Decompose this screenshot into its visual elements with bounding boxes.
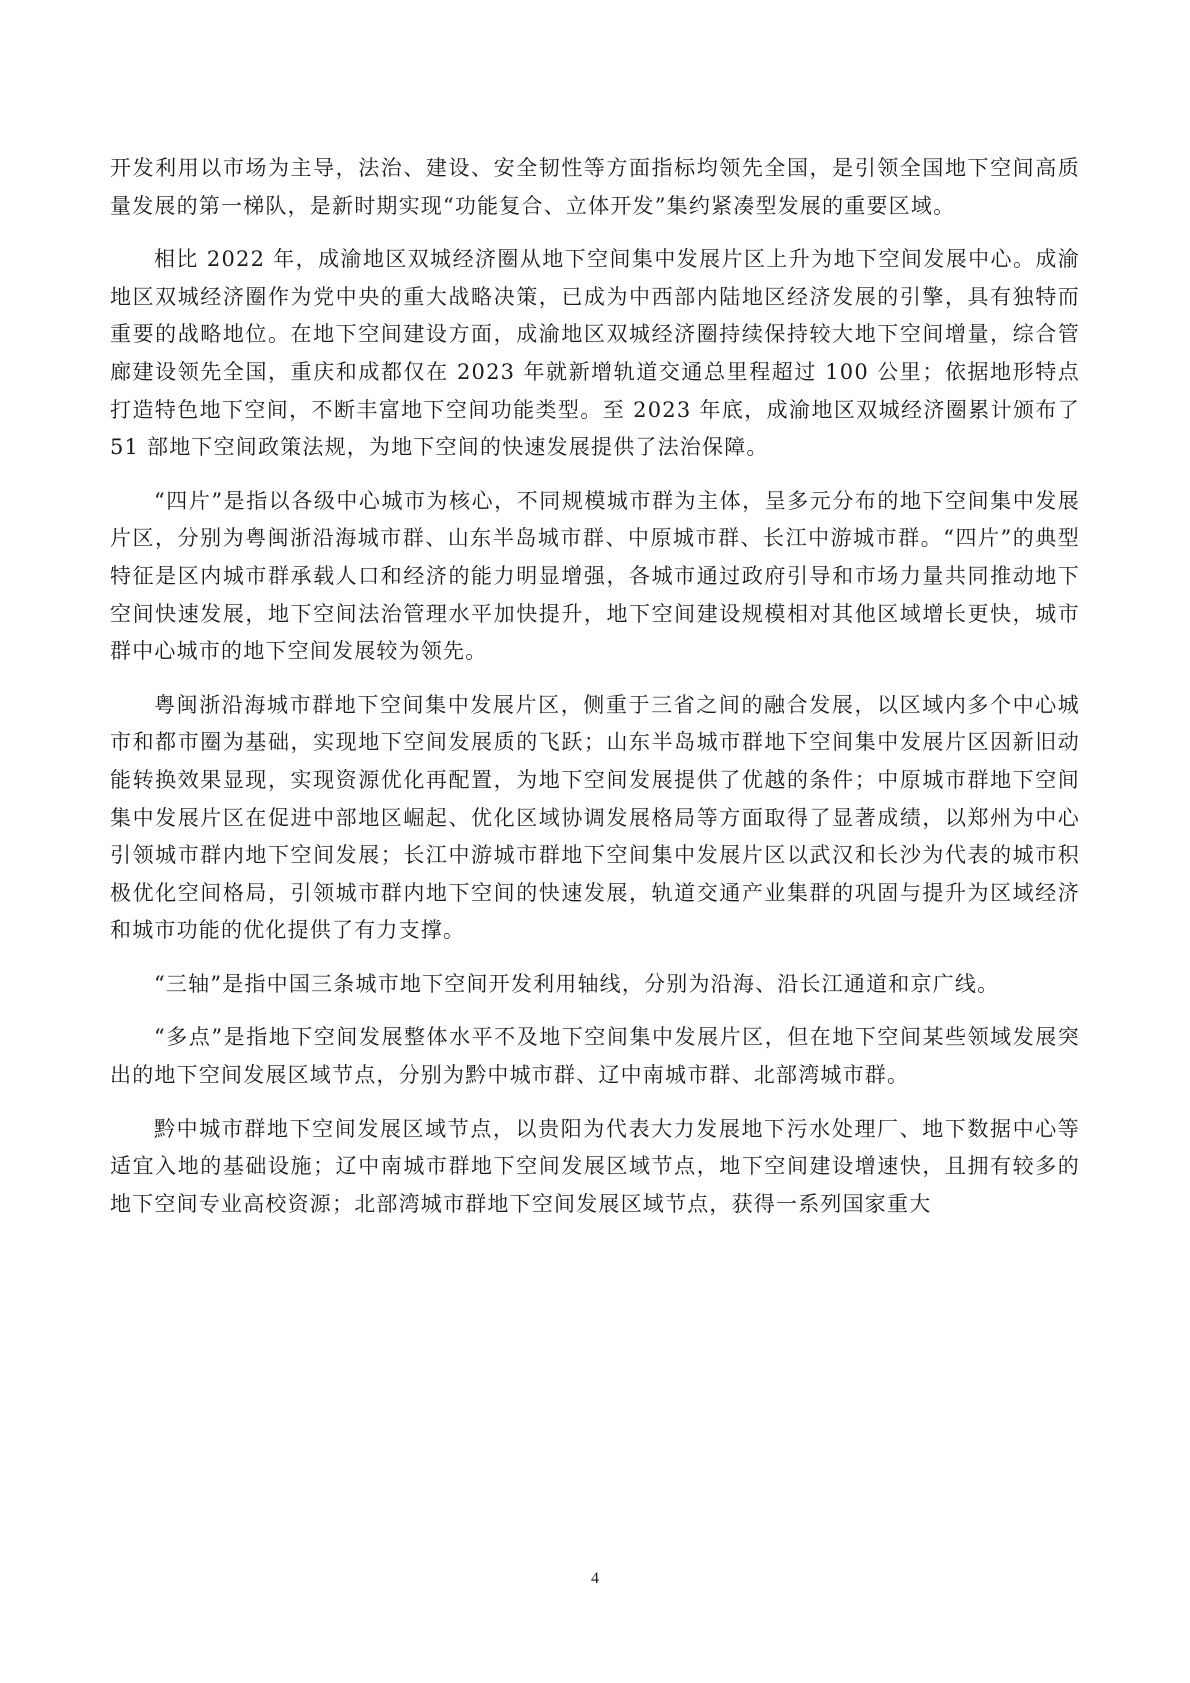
paragraph-regional-details: 粤闽浙沿海城市群地下空间集中发展片区，侧重于三省之间的融合发展，以区域内多个中心城市和都市圈为基础，实现地下空间发展质的飞跃；山东半岛城市群地下空间集中发展片区因新旧动能转换效果显现，实现资源优化再配置，为地下空间发展提供了优越的条件；中原城市群地下空间集中发展片区在促进中部地区崛起、优化区域协调发展格局等方面取得了显著成绩，以郑州为中心引领城市群内地下空间发展；长江中游城市群地下空间集中发展片区以武汉和长沙为代表的城市积极优化空间格局，引领城市群内地下空间的快速发展，轨道交通产业集群的巩固与提升为区域经济和城市功能的优化提供了有力支撑。 — [110, 692, 1080, 943]
paragraph-multiple-nodes: “多点”是指地下空间发展整体水平不及地下空间集中发展片区，但在地下空间某些领域发展突出的地下空间发展区域节点，分别为黔中城市群、辽中南城市群、北部湾城市群。 — [110, 1025, 1080, 1088]
paragraph-three-axes: “三轴”是指中国三条城市地下空间开发利用轴线，分别为沿海、沿长江通道和京广线。 — [154, 971, 1000, 996]
paragraph-chengyu: 相比 2022 年，成渝地区双城经济圈从地下空间集中发展片区上升为地下空间发展中心。成渝地区双城经济圈作为党中央的重大战略决策，已成为中西部内陆地区经济发展的引擎，具有独特而重要的战略地位。在地下空间建设方面，成渝地区双城经济圈持续保持较大地下空间增量，综合管廊建设领先全国，重庆和成都仅在 2023 年就新增轨道交通总里程超过 100 公里；依据地形特点打造特色地下空间，不断丰富地下空间功能类型。至 2023 年底，成渝地区双城经济圈累计颁布了 51 部地下空间政策法规，为地下空间的快速发展提供了法治保障。 — [110, 247, 1080, 460]
page-number: 4 — [591, 1570, 599, 1587]
body-text — [110, 150, 1080, 1239]
paragraph-node-details: 黔中城市群地下空间发展区域节点，以贵阳为代表大力发展地下污水处理厂、地下数据中心等适宜入地的基础设施；辽中南城市群地下空间发展区域节点，地下空间建设增速快，且拥有较多的地下空间专业高校资源；北部湾城市群地下空间发展区域节点，获得一系列国家重大 — [110, 1116, 1080, 1216]
paragraph-continued: 开发利用以市场为主导，法治、建设、安全韧性等方面指标均领先全国，是引领全国地下空间高质量发展的第一梯队，是新时期实现“功能复合、立体开发”集约紧凑型发展的重要区域。 — [110, 156, 1080, 218]
paragraph-four-regions: “四片”是指以各级中心城市为核心，不同规模城市群为主体，呈多元分布的地下空间集中发展片区，分别为粤闽浙沿海城市群、山东半岛城市群、中原城市群、长江中游城市群。“四片”的典型特征是区内城市群承载人口和经济的能力明显增强，各城市通过政府引导和市场力量共同推动地下空间快速发展，地下空间法治管理水平加快提升，地下空间建设规模相对其他区域增长更快，城市群中心城市的地下空间发展较为领先。 — [110, 488, 1080, 664]
